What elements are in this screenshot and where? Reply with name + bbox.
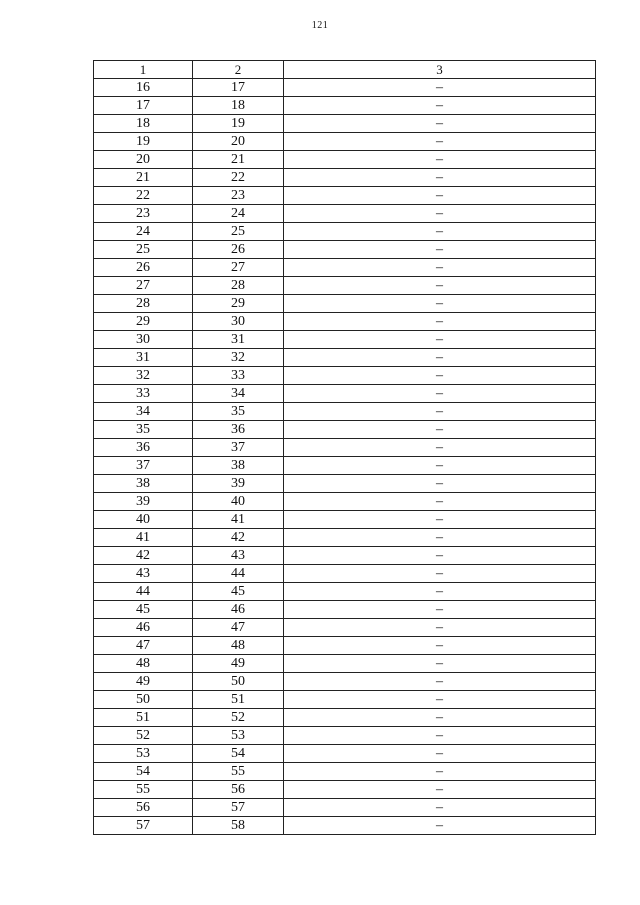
table-row [94, 691, 596, 709]
table-cell-col-3: – [284, 565, 596, 583]
table-cell-col-1: 33 [94, 385, 193, 403]
table-cell-col-3: – [284, 619, 596, 637]
column-header-1: 1 [94, 61, 193, 79]
table-cell-col-2: 23 [193, 187, 284, 205]
table-cell-col-2: 49 [193, 655, 284, 673]
table-cell-col-3: – [284, 691, 596, 709]
table-cell-col-3: – [284, 241, 596, 259]
table-row [94, 529, 596, 547]
table-cell-col-1: 31 [94, 349, 193, 367]
table-cell-col-1: 34 [94, 403, 193, 421]
table-row [94, 601, 596, 619]
table-cell-col-3: – [284, 709, 596, 727]
table-cell-col-3: – [284, 439, 596, 457]
table-cell-col-2: 50 [193, 673, 284, 691]
table-cell-col-1: 22 [94, 187, 193, 205]
table-cell-col-1: 16 [94, 79, 193, 97]
table-cell-col-1: 43 [94, 565, 193, 583]
table-cell-col-1: 30 [94, 331, 193, 349]
table-row [94, 349, 596, 367]
table-row [94, 313, 596, 331]
table-cell-col-1: 19 [94, 133, 193, 151]
table-cell-col-1: 41 [94, 529, 193, 547]
table-cell-col-2: 58 [193, 817, 284, 835]
table-body [94, 79, 596, 835]
table-cell-col-1: 53 [94, 745, 193, 763]
table-row [94, 79, 596, 97]
table-row [94, 511, 596, 529]
table-cell-col-2: 40 [193, 493, 284, 511]
table-cell-col-1: 36 [94, 439, 193, 457]
table-cell-col-3: – [284, 727, 596, 745]
table-cell-col-3: – [284, 781, 596, 799]
table-cell-col-3: – [284, 169, 596, 187]
table-cell-col-2: 57 [193, 799, 284, 817]
table-cell-col-2: 21 [193, 151, 284, 169]
table-cell-col-3: – [284, 673, 596, 691]
table-row [94, 97, 596, 115]
table-cell-col-1: 45 [94, 601, 193, 619]
table-cell-col-2: 47 [193, 619, 284, 637]
data-table [93, 60, 596, 835]
table-cell-col-1: 29 [94, 313, 193, 331]
table-cell-col-1: 57 [94, 817, 193, 835]
table-row [94, 565, 596, 583]
table-row [94, 367, 596, 385]
table-cell-col-2: 55 [193, 763, 284, 781]
table-cell-col-1: 47 [94, 637, 193, 655]
table-cell-col-2: 34 [193, 385, 284, 403]
table-cell-col-3: – [284, 745, 596, 763]
table-row [94, 817, 596, 835]
table-row [94, 727, 596, 745]
column-header-3: 3 [284, 61, 596, 79]
page-number: 121 [311, 20, 329, 31]
table-cell-col-3: – [284, 115, 596, 133]
table-row [94, 295, 596, 313]
table-cell-col-3: – [284, 511, 596, 529]
table-cell-col-3: – [284, 421, 596, 439]
table-cell-col-2: 54 [193, 745, 284, 763]
table-cell-col-3: – [284, 187, 596, 205]
table-cell-col-2: 53 [193, 727, 284, 745]
column-header-2: 2 [193, 61, 284, 79]
table-cell-col-2: 18 [193, 97, 284, 115]
table-cell-col-2: 28 [193, 277, 284, 295]
table-cell-col-2: 39 [193, 475, 284, 493]
table-cell-col-1: 55 [94, 781, 193, 799]
table-cell-col-1: 23 [94, 205, 193, 223]
table-cell-col-1: 46 [94, 619, 193, 637]
table-cell-col-2: 52 [193, 709, 284, 727]
table-row [94, 457, 596, 475]
table-cell-col-2: 42 [193, 529, 284, 547]
table-cell-col-1: 17 [94, 97, 193, 115]
table-cell-col-3: – [284, 457, 596, 475]
table-row [94, 439, 596, 457]
table-row [94, 583, 596, 601]
table-cell-col-1: 35 [94, 421, 193, 439]
table-cell-col-3: – [284, 79, 596, 97]
table-cell-col-1: 37 [94, 457, 193, 475]
table-cell-col-2: 20 [193, 133, 284, 151]
table-cell-col-1: 48 [94, 655, 193, 673]
table-row [94, 763, 596, 781]
table-cell-col-3: – [284, 313, 596, 331]
table-cell-col-3: – [284, 547, 596, 565]
table-cell-col-1: 52 [94, 727, 193, 745]
table-cell-col-3: – [284, 259, 596, 277]
table-cell-col-2: 38 [193, 457, 284, 475]
table-row [94, 709, 596, 727]
table-cell-col-1: 32 [94, 367, 193, 385]
table-cell-col-3: – [284, 223, 596, 241]
table-cell-col-2: 22 [193, 169, 284, 187]
table-row [94, 655, 596, 673]
table-cell-col-1: 39 [94, 493, 193, 511]
table-row [94, 745, 596, 763]
table-cell-col-2: 29 [193, 295, 284, 313]
table-cell-col-2: 45 [193, 583, 284, 601]
table-cell-col-2: 51 [193, 691, 284, 709]
table-cell-col-3: – [284, 763, 596, 781]
table-cell-col-3: – [284, 367, 596, 385]
table-cell-col-2: 48 [193, 637, 284, 655]
table-row [94, 223, 596, 241]
table-cell-col-1: 44 [94, 583, 193, 601]
table-cell-col-2: 25 [193, 223, 284, 241]
table-row [94, 493, 596, 511]
table-cell-col-1: 24 [94, 223, 193, 241]
table-row [94, 673, 596, 691]
table-cell-col-3: – [284, 817, 596, 835]
table-cell-col-1: 25 [94, 241, 193, 259]
table-cell-col-1: 27 [94, 277, 193, 295]
table-cell-col-3: – [284, 493, 596, 511]
table-cell-col-2: 17 [193, 79, 284, 97]
table-cell-col-1: 54 [94, 763, 193, 781]
table-cell-col-3: – [284, 277, 596, 295]
table-row [94, 277, 596, 295]
table-cell-col-1: 28 [94, 295, 193, 313]
table-row [94, 133, 596, 151]
table-cell-col-1: 51 [94, 709, 193, 727]
table-cell-col-1: 50 [94, 691, 193, 709]
table-cell-col-2: 26 [193, 241, 284, 259]
table-cell-col-1: 21 [94, 169, 193, 187]
table-cell-col-3: – [284, 205, 596, 223]
table-row [94, 259, 596, 277]
table-row [94, 169, 596, 187]
table-row [94, 115, 596, 133]
table-cell-col-1: 56 [94, 799, 193, 817]
table-row [94, 241, 596, 259]
table-row [94, 421, 596, 439]
table-cell-col-2: 46 [193, 601, 284, 619]
table-cell-col-3: – [284, 655, 596, 673]
table-row [94, 187, 596, 205]
table-row [94, 331, 596, 349]
table-cell-col-2: 35 [193, 403, 284, 421]
table-cell-col-3: – [284, 601, 596, 619]
table-cell-col-3: – [284, 349, 596, 367]
table-cell-col-3: – [284, 403, 596, 421]
table-row [94, 547, 596, 565]
table-cell-col-2: 31 [193, 331, 284, 349]
table-cell-col-1: 20 [94, 151, 193, 169]
table-row [94, 799, 596, 817]
table-cell-col-3: – [284, 151, 596, 169]
table-cell-col-2: 24 [193, 205, 284, 223]
table-row [94, 619, 596, 637]
table-cell-col-1: 49 [94, 673, 193, 691]
table-cell-col-1: 18 [94, 115, 193, 133]
table-cell-col-3: – [284, 637, 596, 655]
table-row [94, 637, 596, 655]
table-row [94, 475, 596, 493]
table-row [94, 385, 596, 403]
table-row [94, 781, 596, 799]
table-cell-col-3: – [284, 583, 596, 601]
table-cell-col-3: – [284, 529, 596, 547]
table-row [94, 151, 596, 169]
table-cell-col-3: – [284, 475, 596, 493]
table-cell-col-2: 36 [193, 421, 284, 439]
table-cell-col-2: 44 [193, 565, 284, 583]
table-cell-col-2: 32 [193, 349, 284, 367]
table-cell-col-2: 43 [193, 547, 284, 565]
table-cell-col-1: 42 [94, 547, 193, 565]
table-cell-col-2: 19 [193, 115, 284, 133]
table-cell-col-3: – [284, 799, 596, 817]
table-row [94, 403, 596, 421]
table-cell-col-3: – [284, 331, 596, 349]
table-cell-col-1: 38 [94, 475, 193, 493]
table-cell-col-3: – [284, 385, 596, 403]
table-row [94, 205, 596, 223]
table-cell-col-3: – [284, 295, 596, 313]
table-cell-col-3: – [284, 97, 596, 115]
table-cell-col-1: 40 [94, 511, 193, 529]
table-header-row [94, 61, 596, 79]
table-cell-col-1: 26 [94, 259, 193, 277]
table-cell-col-2: 41 [193, 511, 284, 529]
table-cell-col-2: 33 [193, 367, 284, 385]
table-cell-col-2: 37 [193, 439, 284, 457]
table-cell-col-2: 56 [193, 781, 284, 799]
table-cell-col-2: 27 [193, 259, 284, 277]
table-cell-col-3: – [284, 133, 596, 151]
table-cell-col-2: 30 [193, 313, 284, 331]
